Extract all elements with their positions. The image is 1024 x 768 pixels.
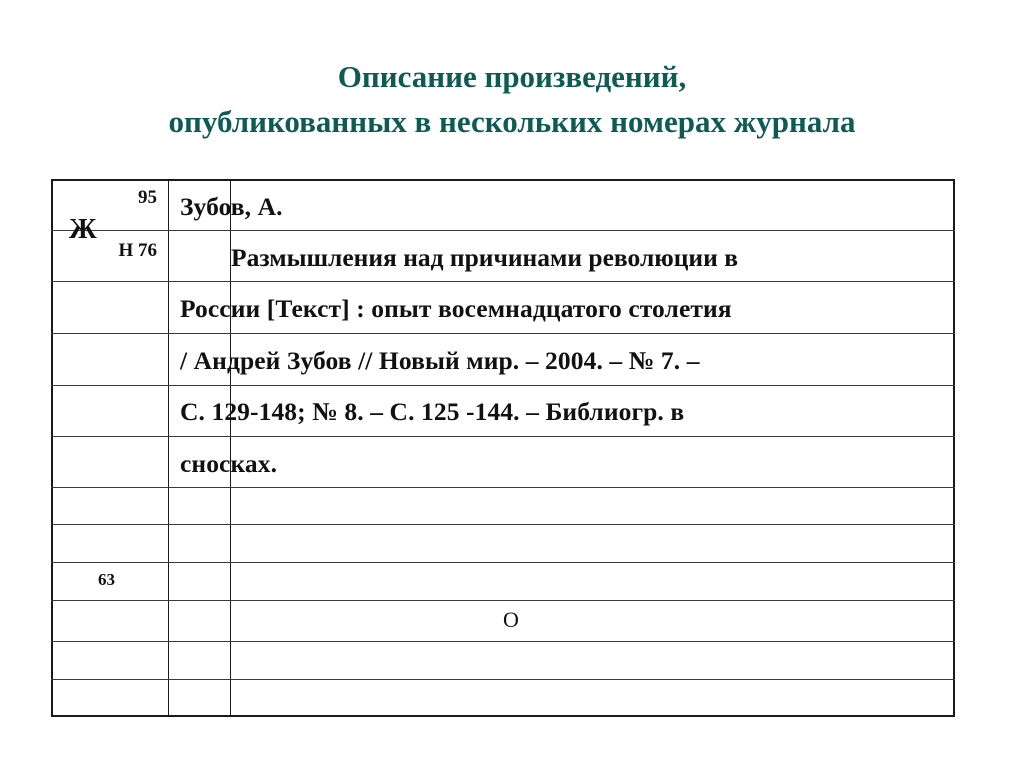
description-line: С. 129-148; № 8. – С. 125 -144. – Библиогр. в: [180, 397, 685, 426]
ruled-line: [51, 230, 955, 231]
call-number-bottom: Н 76: [118, 240, 157, 261]
inventory-number: 63: [98, 570, 115, 589]
ruled-line: [51, 679, 955, 680]
ruled-line: [51, 281, 955, 282]
call-number-top: 95: [138, 187, 157, 208]
description-line: России [Текст] : опыт восемнадцатого столетия: [180, 294, 732, 323]
column-divider-1: [168, 179, 169, 717]
ruled-line: [51, 641, 955, 642]
description-line: / Андрей Зубов // Новый мир. – 2004. – № 7. –: [180, 346, 700, 375]
card-hole-marker: О: [503, 607, 519, 632]
call-number-letter: Ж: [69, 214, 97, 245]
ruled-line: [51, 436, 955, 437]
description-line: Размышления над причинами революции в: [231, 243, 738, 272]
slide-title-line-2: опубликованных в нескольких номерах журнала: [168, 104, 856, 139]
ruled-line: [51, 600, 955, 601]
description-line: сносках.: [180, 449, 278, 478]
ruled-line: [51, 487, 955, 488]
ruled-line: [51, 385, 955, 386]
author-heading: Зубов, А.: [180, 192, 283, 221]
ruled-line: [51, 524, 955, 525]
slide-title-line-1: Описание произведений,: [337, 59, 687, 94]
ruled-line: [51, 333, 955, 334]
ruled-line: [51, 562, 955, 563]
